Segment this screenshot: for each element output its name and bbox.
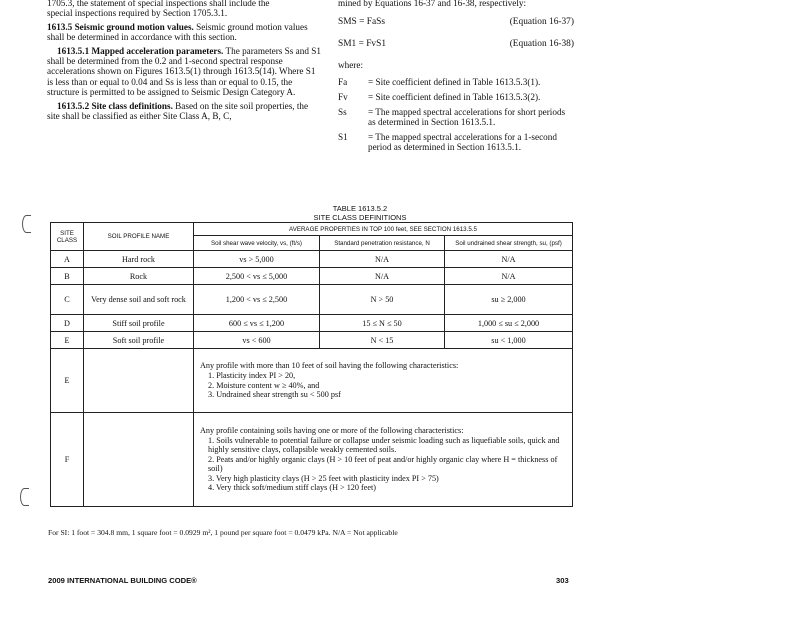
equation-formula: SM1 = FvS1 (338, 38, 387, 49)
class-e-item: 3. Undrained shear strength su < 500 psf (208, 390, 341, 400)
shear-wave-cell: vs < 600 (194, 332, 320, 349)
equation-label: (Equation 16-38) (509, 38, 574, 49)
shear-wave-cell: 600 ≤ vs ≤ 1,200 (194, 315, 320, 332)
shear-strength-cell: 1,000 ≤ su ≤ 2,000 (445, 315, 573, 332)
table-row-class-e-criteria (51, 349, 573, 413)
soil-profile-cell: Soft soil profile (84, 332, 194, 349)
section-1613-5-1 (47, 46, 323, 98)
class-e-item: 1. Plasticity index PI > 20, (208, 370, 296, 380)
definition-symbol: Fv (338, 91, 348, 102)
table-row (51, 315, 573, 332)
definition-s1 (338, 132, 574, 152)
soil-profile-cell: Stiff soil profile (84, 315, 194, 332)
penetration-cell: N > 50 (320, 285, 445, 315)
equation-16-37 (338, 17, 574, 27)
site-class-table (50, 222, 573, 507)
site-class-cell: D (51, 315, 84, 332)
site-class-cell: C (51, 285, 84, 315)
table-subtitle: SITE CLASS DEFINITIONS (313, 212, 407, 222)
table-header-row (51, 223, 573, 236)
section-1613-5 (47, 22, 323, 43)
section-1613-5-2 (47, 101, 323, 122)
class-f-intro: Any profile containing soils having one or more of the following characteristics: (200, 425, 464, 435)
table-title-block (150, 205, 570, 222)
header-penetration: Standard penetration resistance, N (320, 236, 445, 251)
table-title: TABLE 1613.5.2 (332, 204, 388, 213)
equation-16-38 (338, 39, 574, 49)
header-soil-profile: SOIL PROFILE NAME (84, 223, 194, 251)
class-e-item: 2. Moisture content w ≥ 40%, and (208, 380, 320, 390)
class-f-description (194, 413, 573, 507)
class-f-item: 3. Very high plasticity clays (H > 25 feet with plasticity index PI > 75) (208, 473, 439, 483)
class-e-intro: Any profile with more than 10 feet of soil having the following characteristics: (200, 361, 459, 371)
site-class-cell: E (51, 349, 84, 413)
footer-title: 2009 INTERNATIONAL BUILDING CODE® (48, 576, 197, 585)
definition-text: = Site coefficient defined in Table 1613.5.3(1). (368, 76, 541, 87)
equation-formula: SMS = FaSs (338, 17, 385, 28)
shear-strength-cell: su < 1,000 (445, 332, 573, 349)
left-column (47, 0, 323, 124)
table-row-class-f (51, 413, 573, 507)
definition-text: = Site coefficient defined in Table 1613.5.3(2). (368, 91, 541, 102)
site-class-cell: F (51, 413, 84, 507)
penetration-cell: 15 ≤ N ≤ 50 (320, 315, 445, 332)
penetration-cell: N/A (320, 268, 445, 285)
soil-profile-cell (84, 349, 194, 413)
shear-wave-cell: 2,500 < vs ≤ 5,000 (194, 268, 320, 285)
shear-strength-cell: N/A (445, 251, 573, 268)
table-row (51, 332, 573, 349)
header-average-properties: AVERAGE PROPERTIES IN TOP 100 feet, SEE SECTION 1613.5.5 (194, 223, 573, 236)
page-number: 303 (556, 576, 569, 585)
punch-hole-mark (22, 215, 31, 233)
site-class-cell: E (51, 332, 84, 349)
intro-line-1: 1705.3, the statement of special inspections shall include the (47, 0, 270, 8)
class-e-description (194, 349, 573, 413)
table-row (51, 268, 573, 285)
table-row (51, 251, 573, 268)
section-1613-5-1-text: The parameters Ss and S1 shall be determined from the 0.2 and 1-second spectral response accelerations shown on Figures 1613.5(1) through 1613.5(14). Where S1 is less than or equal to 0.04 and Ss is less than or equal to 0.15, the structure is permitted to be assigned to Seismic Design Category A. (47, 45, 321, 98)
definition-symbol: Fa (338, 76, 348, 87)
soil-profile-cell (84, 413, 194, 507)
section-1613-5-2-heading: 1613.5.2 Site class definitions. (57, 100, 173, 111)
definition-ss (338, 107, 574, 127)
site-class-cell: B (51, 268, 84, 285)
right-column (338, 0, 574, 157)
class-f-item: 2. Peats and/or highly organic clays (H > 10 feet of peat and/or highly organic clay where H = thickness of soil) (208, 454, 558, 474)
section-1613-5-text: Seismic ground motion values shall be determined in accordance with this section. (47, 21, 308, 43)
definition-fa (338, 77, 574, 87)
definition-fv (338, 92, 574, 102)
definition-symbol: S1 (338, 131, 348, 142)
shear-strength-cell: N/A (445, 268, 573, 285)
table-footnote: For SI: 1 foot = 304.8 mm, 1 square foot = 0.0929 m², 1 pound per square foot = 0.0479 kPa. N/A = Not applicable (48, 528, 398, 537)
header-site-class: SITE CLASS (51, 223, 84, 251)
section-1613-5-1-heading: 1613.5.1 Mapped acceleration parameters. (57, 45, 224, 56)
soil-profile-cell: Rock (84, 268, 194, 285)
equation-label: (Equation 16-37) (509, 17, 574, 28)
definition-symbol: Ss (338, 106, 347, 117)
equations-intro: mined by Equations 16-37 and 16-38, respectively: (338, 0, 527, 8)
soil-profile-cell: Hard rock (84, 251, 194, 268)
class-f-item: 1. Soils vulnerable to potential failure or collapse under seismic loading such as liquefiable soils, quick and highly sensitive clays, collapsible weakly cemented soils. (208, 435, 560, 455)
where-label: where: (338, 60, 363, 71)
class-f-item: 4. Very thick soft/medium stiff clays (H > 120 feet) (208, 483, 377, 493)
shear-wave-cell: vs > 5,000 (194, 251, 320, 268)
section-1613-5-heading: 1613.5 Seismic ground motion values. (47, 21, 194, 32)
penetration-cell: N < 15 (320, 332, 445, 349)
intro-line-2: special inspections required by Section 1705.3.1. (47, 8, 228, 19)
soil-profile-cell: Very dense soil and soft rock (84, 285, 194, 315)
penetration-cell: N/A (320, 251, 445, 268)
site-class-cell: A (51, 251, 84, 268)
section-1613-5-2-text: Based on the site soil properties, the site shall be classified as either Site Class A, B, C, (47, 100, 309, 122)
header-shear-strength: Soil undrained shear strength, su, (psf) (445, 236, 573, 251)
table-row (51, 285, 573, 315)
shear-wave-cell: 1,200 < vs ≤ 2,500 (194, 285, 320, 315)
definition-text: = The mapped spectral accelerations for short periods as determined in Section 1613.5.1. (368, 106, 566, 127)
header-shear-wave: Soil shear wave velocity, vs, (ft/s) (194, 236, 320, 251)
definition-text: = The mapped spectral accelerations for a 1-second period as determined in Section 1613.5.1. (368, 131, 557, 152)
punch-hole-mark (20, 488, 29, 506)
shear-strength-cell: su ≥ 2,000 (445, 285, 573, 315)
